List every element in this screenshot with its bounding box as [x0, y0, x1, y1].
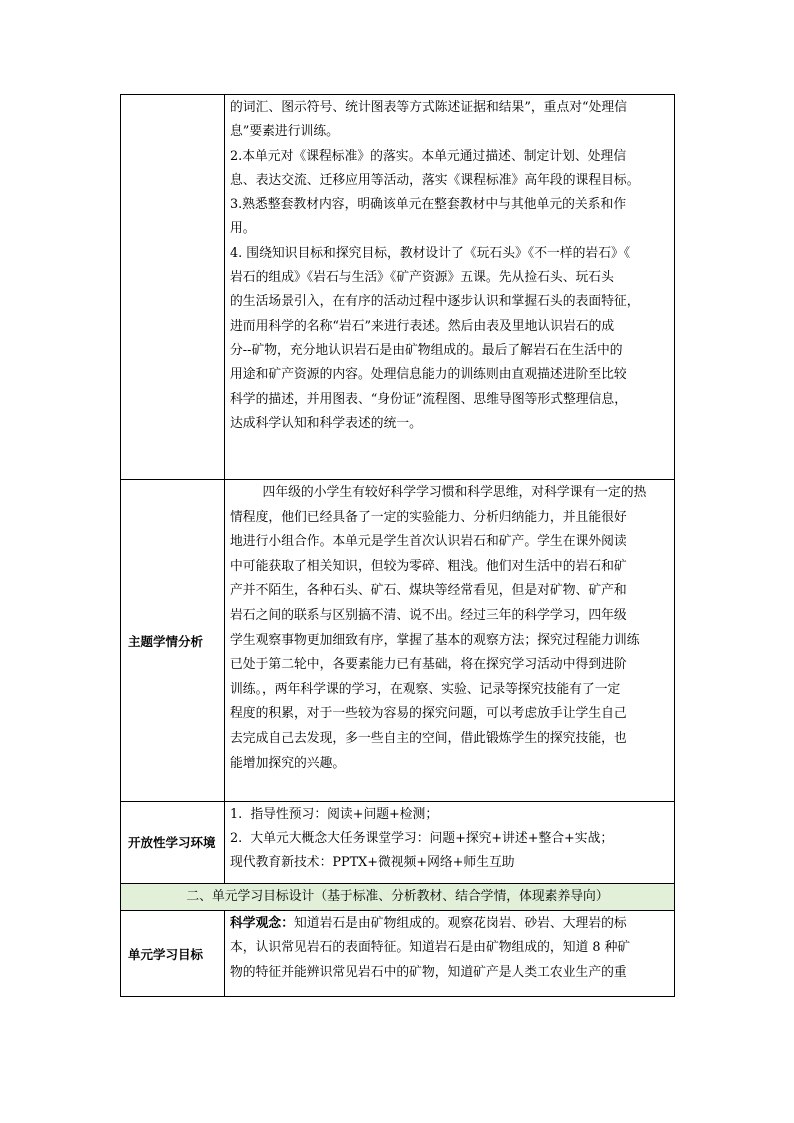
text-line: 岩石的组成》《岩石与生活》《矿产资源》五课。先从捡石头、玩石头 — [230, 270, 614, 286]
text-line: 训练。，两年科学课的学习，在观察、实验、记录等探究技能有了一定 — [230, 681, 621, 697]
text-line: 学生观察事物更加细致有序，掌握了基本的观察方法；探究过程能力训练 — [230, 632, 640, 648]
row-label: 主题学情分析 — [121, 480, 225, 802]
text-line — [230, 912, 668, 936]
goal-lead-label: 科学观念： — [230, 916, 294, 931]
text-line: 四年级的小学生有较好科学学习惯和科学思维，对科学课有一定的热 — [230, 485, 647, 500]
text-line: 4. 围绕知识目标和探究目标，教材设计了《玩石头》《不一样的岩石》《 — [230, 245, 631, 261]
row-section-header — [121, 884, 675, 911]
text-line: 2. 大单元大概念大任务课堂学习：问题+探究+讲述+整合+实战； — [230, 831, 614, 846]
text-line: 用。 — [230, 221, 256, 237]
row-label-empty — [121, 95, 225, 480]
row-label: 开放性学习环境 — [121, 802, 225, 884]
row-textbook-analysis — [121, 95, 675, 480]
text-line: 中可能获取了相关知识，但较为零碎、粗浅。他们对生活中的岩石和矿 — [230, 558, 627, 574]
section-header: 二、单元学习目标设计（基于标准、分析教材、结合学情，体现素养导向） — [121, 884, 675, 911]
text-line: 已处于第二轮中，各要素能力已有基础，将在探究学习活动中得到进阶 — [230, 657, 627, 673]
text-line: 1. 指导性预习：阅读+问题+检测； — [230, 807, 439, 822]
text-line: 现代教育新技术：PPTX+微视频+网络+师生互助 — [230, 855, 515, 870]
text-line: 去完成自己去发现，多一些自主的空间，借此锻炼学生的探究技能，也 — [230, 730, 627, 746]
unit-goals-cell — [225, 911, 675, 997]
text-line: 用途和矿产资源的内容。处理信息能力的训练则由直观描述进阶至比较 — [230, 367, 627, 383]
text-line: 能增加探究的兴趣。 — [230, 755, 346, 771]
text-line: 进而用科学的名称“岩石”来进行表述。然后由表及里地认识岩石的成 — [230, 318, 615, 334]
text-line: 科学的描述，并用图表、“身份证”流程图、思维导图等形式整理信息， — [230, 391, 627, 407]
text-line: 分--矿物，充分地认识岩石是由矿物组成的。最后了解岩石在生活中的 — [230, 342, 623, 358]
text-line: 地进行小组合作。本单元是学生首次认识岩石和矿产。学生在课外阅读 — [230, 534, 627, 550]
row-label: 单元学习目标 — [121, 911, 225, 997]
text-line: 3.熟悉整套教材内容，明确该单元在整套教材中与其他单元的关系和作 — [230, 197, 627, 213]
learning-environment-cell — [225, 802, 675, 884]
text-line: 情程度，他们已经具备了一定的实验能力、分析归纳能力，并且能很好 — [230, 509, 627, 525]
row-unit-goals — [121, 911, 675, 997]
row-learning-environment — [121, 802, 675, 884]
text-line: 的生活场景引入，在有序的活动过程中逐步认识和掌握石头的表面特征， — [230, 294, 640, 310]
text-line: 岩石之间的联系与区别搞不清、说不出。经过三年的科学学习，四年级 — [230, 607, 627, 623]
text-line: 2.本单元对《课程标准》的落实。本单元通过描述、制定计划、处理信 — [230, 148, 627, 164]
row-student-analysis — [121, 480, 675, 802]
text-line: 本，认识常见岩石的表面特征。知道岩石是由矿物组成的，知道 8 种矿 — [230, 940, 631, 956]
textbook-analysis-cell — [225, 95, 675, 480]
text-line: 息、表达交流、迁移应用等活动，落实《课程标准》高年段的课程目标。 — [230, 172, 640, 188]
text-line: 的词汇、图示符号、统计图表等方式陈述证据和结果”，重点对“处理信 — [230, 100, 627, 115]
text-line: 物的特征并能辨识常见岩石中的矿物，知道矿产是人类工农业生产的重 — [230, 964, 627, 980]
lesson-plan-table — [120, 94, 675, 997]
text-line: 达成科学认知和科学表述的统一。 — [230, 415, 422, 431]
student-analysis-cell — [225, 480, 675, 802]
text-line: 息”要素进行训练。 — [230, 124, 339, 140]
text-line: 产并不陌生，各种石头、矿石、煤块等经常看见，但是对矿物、矿产和 — [230, 583, 627, 599]
goal-first-line: 知道岩石是由矿物组成的。观察花岗岩、砂岩、大理岩的标 — [293, 916, 627, 931]
text-line: 程度的积累，对于一些较为容易的探究问题，可以考虑放手让学生自己 — [230, 706, 627, 722]
